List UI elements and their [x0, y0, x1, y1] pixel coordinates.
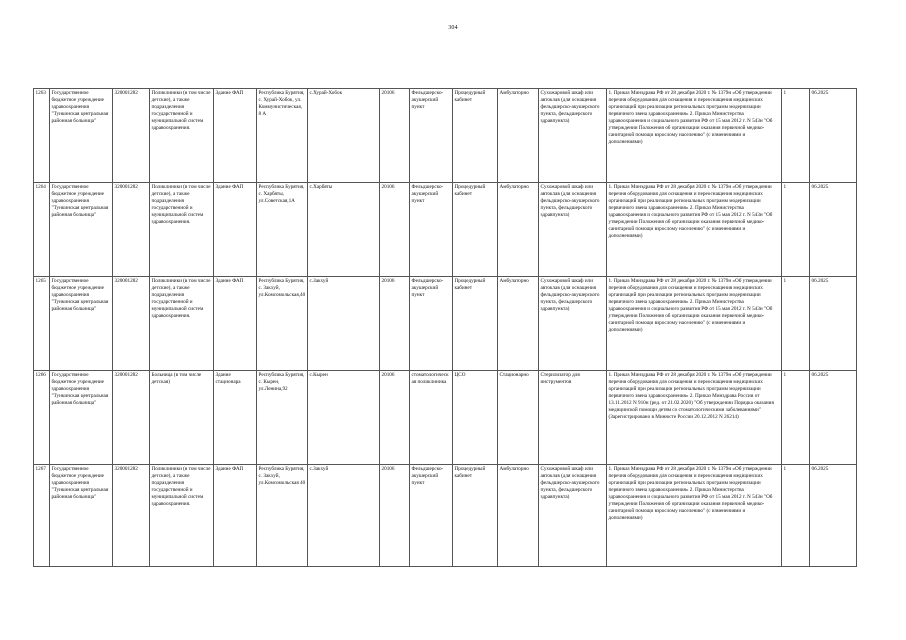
care-mode-cell: Амбулаторно: [498, 465, 539, 567]
equipment-cell: Сухожаровой шкаф или автоклав (для оснащения фельдшерско-акушерского пункта, фельдшерского здравпункта): [539, 277, 607, 371]
building-cell: Здание ФАП: [214, 277, 257, 371]
deadline-cell: 06.2025: [810, 465, 857, 567]
address-cell: Республика Бурятия, с. Кырен, ул.Ленина,92: [257, 371, 308, 465]
table-row: [34, 89, 857, 183]
unit-type-cell: Поликлиники (в том числе детские), а также подразделения государственной и муниципальной систем здравоохранения.: [150, 465, 214, 567]
locality-cell: с.Закхуй: [308, 277, 380, 371]
room-cell: Процедурный кабинет: [453, 277, 498, 371]
address-cell: Республика Бурятия, с. Закхуй, ул.Комсомольская 40: [257, 465, 308, 567]
address-cell: Республика Бурятия, с. Закхуй, ул.Комсомольская,40: [257, 277, 308, 371]
legal-basis-cell: 1. Приказ Минздрава РФ от 28 декабря 2020 г. № 1379н «Об утверждении перечня оборудования для оснащения и переоснащения медицинских организаций при реализации региональных программ модернизации первичного звена здравоохранения» 2. Приказ Министерства здравоохранения и социального развития РФ от 15 мая 2012 г. N 543н "Об утверждении Положения об организации оказания первичной медико-санитарной помощи взрослому населению" (с изменениями и дополнениями): [607, 183, 782, 277]
building-cell: Здание стационара: [214, 371, 257, 465]
year-cell: 20106: [380, 277, 410, 371]
address-cell: Республика Бурятия, с. Хурай-Хобок, ул. Коммунистическая, 8 А: [257, 89, 308, 183]
row-number-cell: 1266: [34, 371, 50, 465]
organization-cell: Государственное бюджетное учреждение здравоохранения "Тункинская центральная районная больница": [50, 371, 113, 465]
table-row: [34, 183, 857, 277]
deadline-cell: 06.2025: [810, 371, 857, 465]
organization-cell: Государственное бюджетное учреждение здравоохранения "Тункинская центральная районная больница": [50, 183, 113, 277]
quantity-cell: 1: [782, 89, 810, 183]
care-mode-cell: Амбулаторно: [498, 183, 539, 277]
year-cell: 20106: [380, 183, 410, 277]
row-number-cell: 1265: [34, 277, 50, 371]
org-code-cell: 320001282: [113, 465, 150, 567]
care-mode-cell: Амбулаторно: [498, 89, 539, 183]
year-cell: 20106: [380, 465, 410, 567]
organization-cell: Государственное бюджетное учреждение здравоохранения "Тункинская центральная районная больница": [50, 465, 113, 567]
equipment-registry-table: [33, 88, 857, 567]
quantity-cell: 1: [782, 277, 810, 371]
equipment-cell: Сухожаровой шкаф или автоклав (для оснащения фельдшерско-акушерского пункта, фельдшерского здравпункта): [539, 89, 607, 183]
room-cell: ЦСО: [453, 371, 498, 465]
row-number-cell: 1263: [34, 89, 50, 183]
legal-basis-cell: 1. Приказ Минздрава РФ от 28 декабря 2020 г. № 1379н «Об утверждении перечня оборудования для оснащения и переоснащения медицинских организаций при реализации региональных программ модернизации первичного звена здравоохранения» 2. Приказ Министерства здравоохранения и социального развития РФ от 15 мая 2012 г. N 543н "Об утверждении Положения об организации оказания первичной медико-санитарной помощи взрослому населению" (с изменениями и дополнениями): [607, 89, 782, 183]
quantity-cell: 1: [782, 371, 810, 465]
room-cell: Процедурный кабинет: [453, 465, 498, 567]
table-row: [34, 465, 857, 567]
care-mode-cell: Амбулаторно: [498, 277, 539, 371]
building-cell: Здание ФАП: [214, 183, 257, 277]
facility-type-cell: Фельдшерско-акушерский пункт: [410, 89, 453, 183]
locality-cell: с.Закхуй: [308, 465, 380, 567]
org-code-cell: 320001282: [113, 277, 150, 371]
room-cell: Процедурный кабинет: [453, 89, 498, 183]
building-cell: Здание ФАП: [214, 465, 257, 567]
year-cell: 20106: [380, 89, 410, 183]
row-number-cell: 1264: [34, 183, 50, 277]
row-number-cell: 1267: [34, 465, 50, 567]
equipment-cell: Сухожаровой шкаф или автоклав (для оснащения фельдшерско-акушерского пункта, фельдшерского здравпункта): [539, 183, 607, 277]
org-code-cell: 320001282: [113, 183, 150, 277]
locality-cell: с.Кырен: [308, 371, 380, 465]
table-row: [34, 277, 857, 371]
building-cell: Здание ФАП: [214, 89, 257, 183]
facility-type-cell: стоматологическая поликлиника: [410, 371, 453, 465]
care-mode-cell: Стационарно: [498, 371, 539, 465]
unit-type-cell: Поликлиники (в том числе детские), а также подразделения государственной и муниципальной систем здравоохранения.: [150, 277, 214, 371]
deadline-cell: 06.2025: [810, 183, 857, 277]
equipment-cell: Сухожаровой шкаф или автоклав (для оснащения фельдшерско-акушерского пункта, фельдшерского здравпункта): [539, 465, 607, 567]
legal-basis-cell: 1. Приказ Минздрава РФ от 28 декабря 2020 г. № 1379н «Об утверждении перечня оборудования для оснащения и переоснащения медицинских организаций при реализации региональных программ модернизации первичного звена здравоохранения» 2. Приказ Министерства здравоохранения и социального развития РФ от 15 мая 2012 г. N 543н "Об утверждении Положения об организации оказания первичной медико-санитарной помощи взрослому населению" (с изменениями и дополнениями): [607, 277, 782, 371]
org-code-cell: 320001282: [113, 371, 150, 465]
quantity-cell: 1: [782, 183, 810, 277]
organization-cell: Государственное бюджетное учреждение здравоохранения "Тункинская центральная районная больница": [50, 89, 113, 183]
year-cell: 20106: [380, 371, 410, 465]
page-number: 304: [448, 25, 458, 31]
organization-cell: Государственное бюджетное учреждение здравоохранения "Тункинская центральная районная больница": [50, 277, 113, 371]
legal-basis-cell: 1. Приказ Минздрава РФ от 28 декабря 2020 г. № 1379н «Об утверждении перечня оборудования для оснащения и переоснащения медицинских организаций при реализации региональных программ модернизации первичного звена здравоохранения» 2. Приказ Министерства здравоохранения и социального развития РФ от 15 мая 2012 г. N 543н "Об утверждении Положения об организации оказания первичной медико-санитарной помощи взрослому населению" (с изменениями и дополнениями): [607, 465, 782, 567]
unit-type-cell: Поликлиники (в том числе детские), а также подразделения государственной и муниципальной систем здравоохранения.: [150, 89, 214, 183]
unit-type-cell: Поликлиники (в том числе детские), а также подразделения государственной и муниципальной систем здравоохранения.: [150, 183, 214, 277]
quantity-cell: 1: [782, 465, 810, 567]
legal-basis-cell: 1. Приказ Минздрава РФ от 28 декабря 2020 г. № 1379н «Об утверждении перечня оборудования для оснащения и переоснащения медицинских организаций при реализации региональных программ модернизации первичного звена здравоохранения» 2. Приказ Минздрава России от 13.11.2012 N 910н (ред. от 21.02.2020) "Об утверждении Порядка оказания медицинской помощи детям со стоматологическими заболеваниями" (Зарегистрировано в Минюсте России 20.12.2012 N 26214): [607, 371, 782, 465]
facility-type-cell: Фельдшерско-акушерский пункт: [410, 465, 453, 567]
locality-cell: с.Хурай-Хобок: [308, 89, 380, 183]
facility-type-cell: Фельдшерско-акушерский пункт: [410, 183, 453, 277]
equipment-cell: Стерилизатор для инструментов: [539, 371, 607, 465]
table-row: [34, 371, 857, 465]
unit-type-cell: Больница (в том числе детская): [150, 371, 214, 465]
room-cell: Процедурный кабинет: [453, 183, 498, 277]
address-cell: Республика Бурятия, с. Харбяты, ул.Советская,1А: [257, 183, 308, 277]
org-code-cell: 320001282: [113, 89, 150, 183]
deadline-cell: 06.2025: [810, 277, 857, 371]
locality-cell: с.Харбяты: [308, 183, 380, 277]
deadline-cell: 06.2025: [810, 89, 857, 183]
facility-type-cell: Фельдшерско-акушерский пункт: [410, 277, 453, 371]
